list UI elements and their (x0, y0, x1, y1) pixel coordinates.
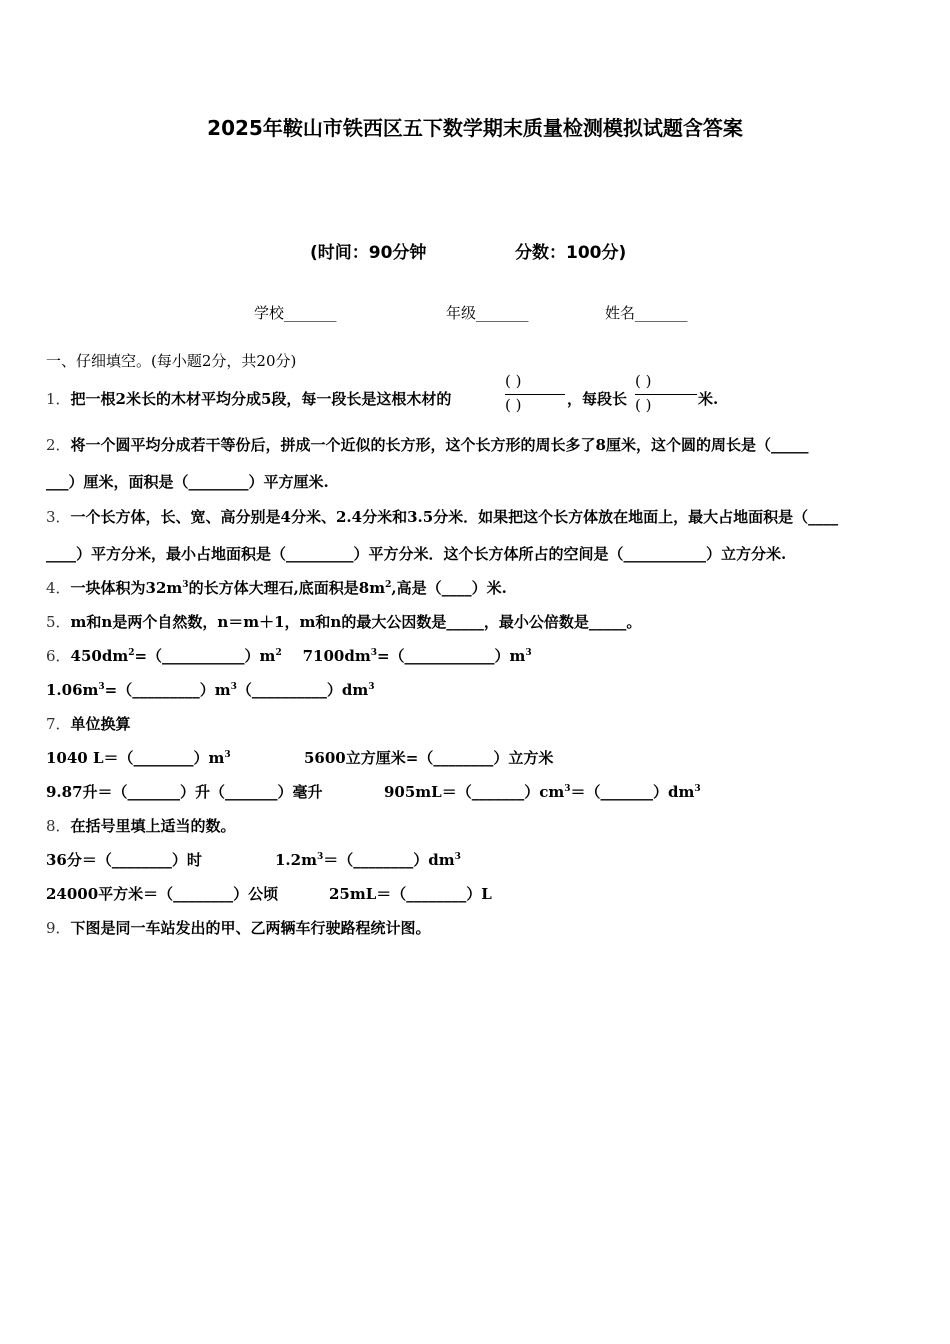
fraction-numerator: ( ) (505, 372, 522, 390)
question-text: ___）厘米，面积是（________）平方厘米. (46, 473, 329, 491)
question-number: 4． (46, 579, 71, 597)
question-text: $450dm^2=(\_\_\_\_\_\_\_\_\_\_\_)m^2$ $7100dm^3=(\_\_\_\_\_\_\_\_\_\_\_\_)m^3$ (70, 647, 532, 665)
fraction-numerator: ( ) (635, 372, 652, 390)
question-text: 9.87升＝（_______）升（_______）毫升 (46, 783, 323, 801)
question-9 (46, 919, 431, 937)
question-5 (46, 613, 641, 631)
grade-field[interactable]: 年级_______ (446, 304, 529, 322)
question-8 (46, 817, 236, 835)
question-text: $1.06m^3=(\_\_\_\_\_\_\_\_\_)m^3(\_\_\_\_\_\_\_\_\_\_)dm^3$ (46, 681, 375, 699)
question-text: 一块体积为$32m^3$的长方体大理石,底面积是$8m^2$,高是（____）米. (70, 579, 507, 597)
question-text: 米. (698, 390, 719, 408)
question-number: 1． (46, 390, 71, 408)
question-7 (46, 715, 131, 733)
question-text: 把一根2米长的木材平均分成5段，每一段长是这根木材的 (70, 390, 452, 408)
question-text: 5600立方厘米=（________）立方米 (304, 749, 554, 767)
question-text: 单位换算 (70, 715, 131, 733)
question-number: 7． (46, 715, 71, 733)
question-text: $905mL=(\_\_\_\_\_\_\_)cm^3=(\_\_\_\_\_\_\_)dm^3$ (384, 783, 701, 801)
fraction-denominator: ( ) (505, 396, 522, 414)
question-text: 将一个圆平均分成若干等份后，拼成一个近似的长方形，这个长方形的周长多了8厘米，这个圆的周长是（_____ (70, 436, 809, 454)
question-4 (46, 579, 507, 597)
question-text: ，每段长 (567, 390, 628, 408)
question-number: 2． (46, 436, 71, 454)
fraction-bar (505, 394, 565, 395)
total-score: 分数：100分) (515, 243, 627, 263)
question-text: $1.2m^3=(\_\_\_\_\_\_\_\_)dm^3$ (275, 851, 461, 869)
question-text: 25mL＝（________）L (329, 885, 492, 903)
question-number: 9． (46, 919, 71, 937)
question-3 (46, 508, 838, 526)
fraction-bar (635, 394, 697, 395)
fraction-denominator: ( ) (635, 396, 652, 414)
school-field[interactable]: 学校_______ (254, 304, 337, 322)
question-text: ____）平方分米，最小占地面积是（_________）平方分米．这个长方体所占的空间是（___________）立方分米. (46, 545, 787, 563)
question-2 (46, 436, 809, 454)
question-number: 5． (46, 613, 71, 631)
question-text: 1040 $L=(\_\_\_\_\_\_\_\_)m^3$ (46, 749, 231, 767)
time-limit: (时间：90分钟 (310, 243, 427, 263)
question-text: 在括号里填上适当的数。 (70, 817, 236, 835)
name-field[interactable]: 姓名_______ (605, 304, 688, 322)
question-number: 6． (46, 647, 71, 665)
question-number: 8． (46, 817, 71, 835)
question-text: m和n是两个自然数，n＝m＋1，m和n的最大公因数是_____，最小公倍数是_____。 (70, 613, 642, 631)
document-title: 2025年鞍山市铁西区五下数学期末质量检测模拟试题含答案 (207, 116, 743, 140)
question-number: 3． (46, 508, 71, 526)
section-heading: 一、仔细填空。(每小题2分，共20分) (46, 352, 297, 370)
question-6 (46, 647, 532, 665)
question-text: 一个长方体，长、宽、高分别是4分米、2.4分米和3.5分米．如果把这个长方体放在地面上，最大占地面积是（____ (70, 508, 839, 526)
question-1 (46, 390, 451, 408)
question-text: 下图是同一车站发出的甲、乙两辆车行驶路程统计图。 (70, 919, 431, 937)
question-text: 24000平方米＝（________）公顷 (46, 885, 279, 903)
question-text: 36分＝（________）时 (46, 851, 202, 869)
